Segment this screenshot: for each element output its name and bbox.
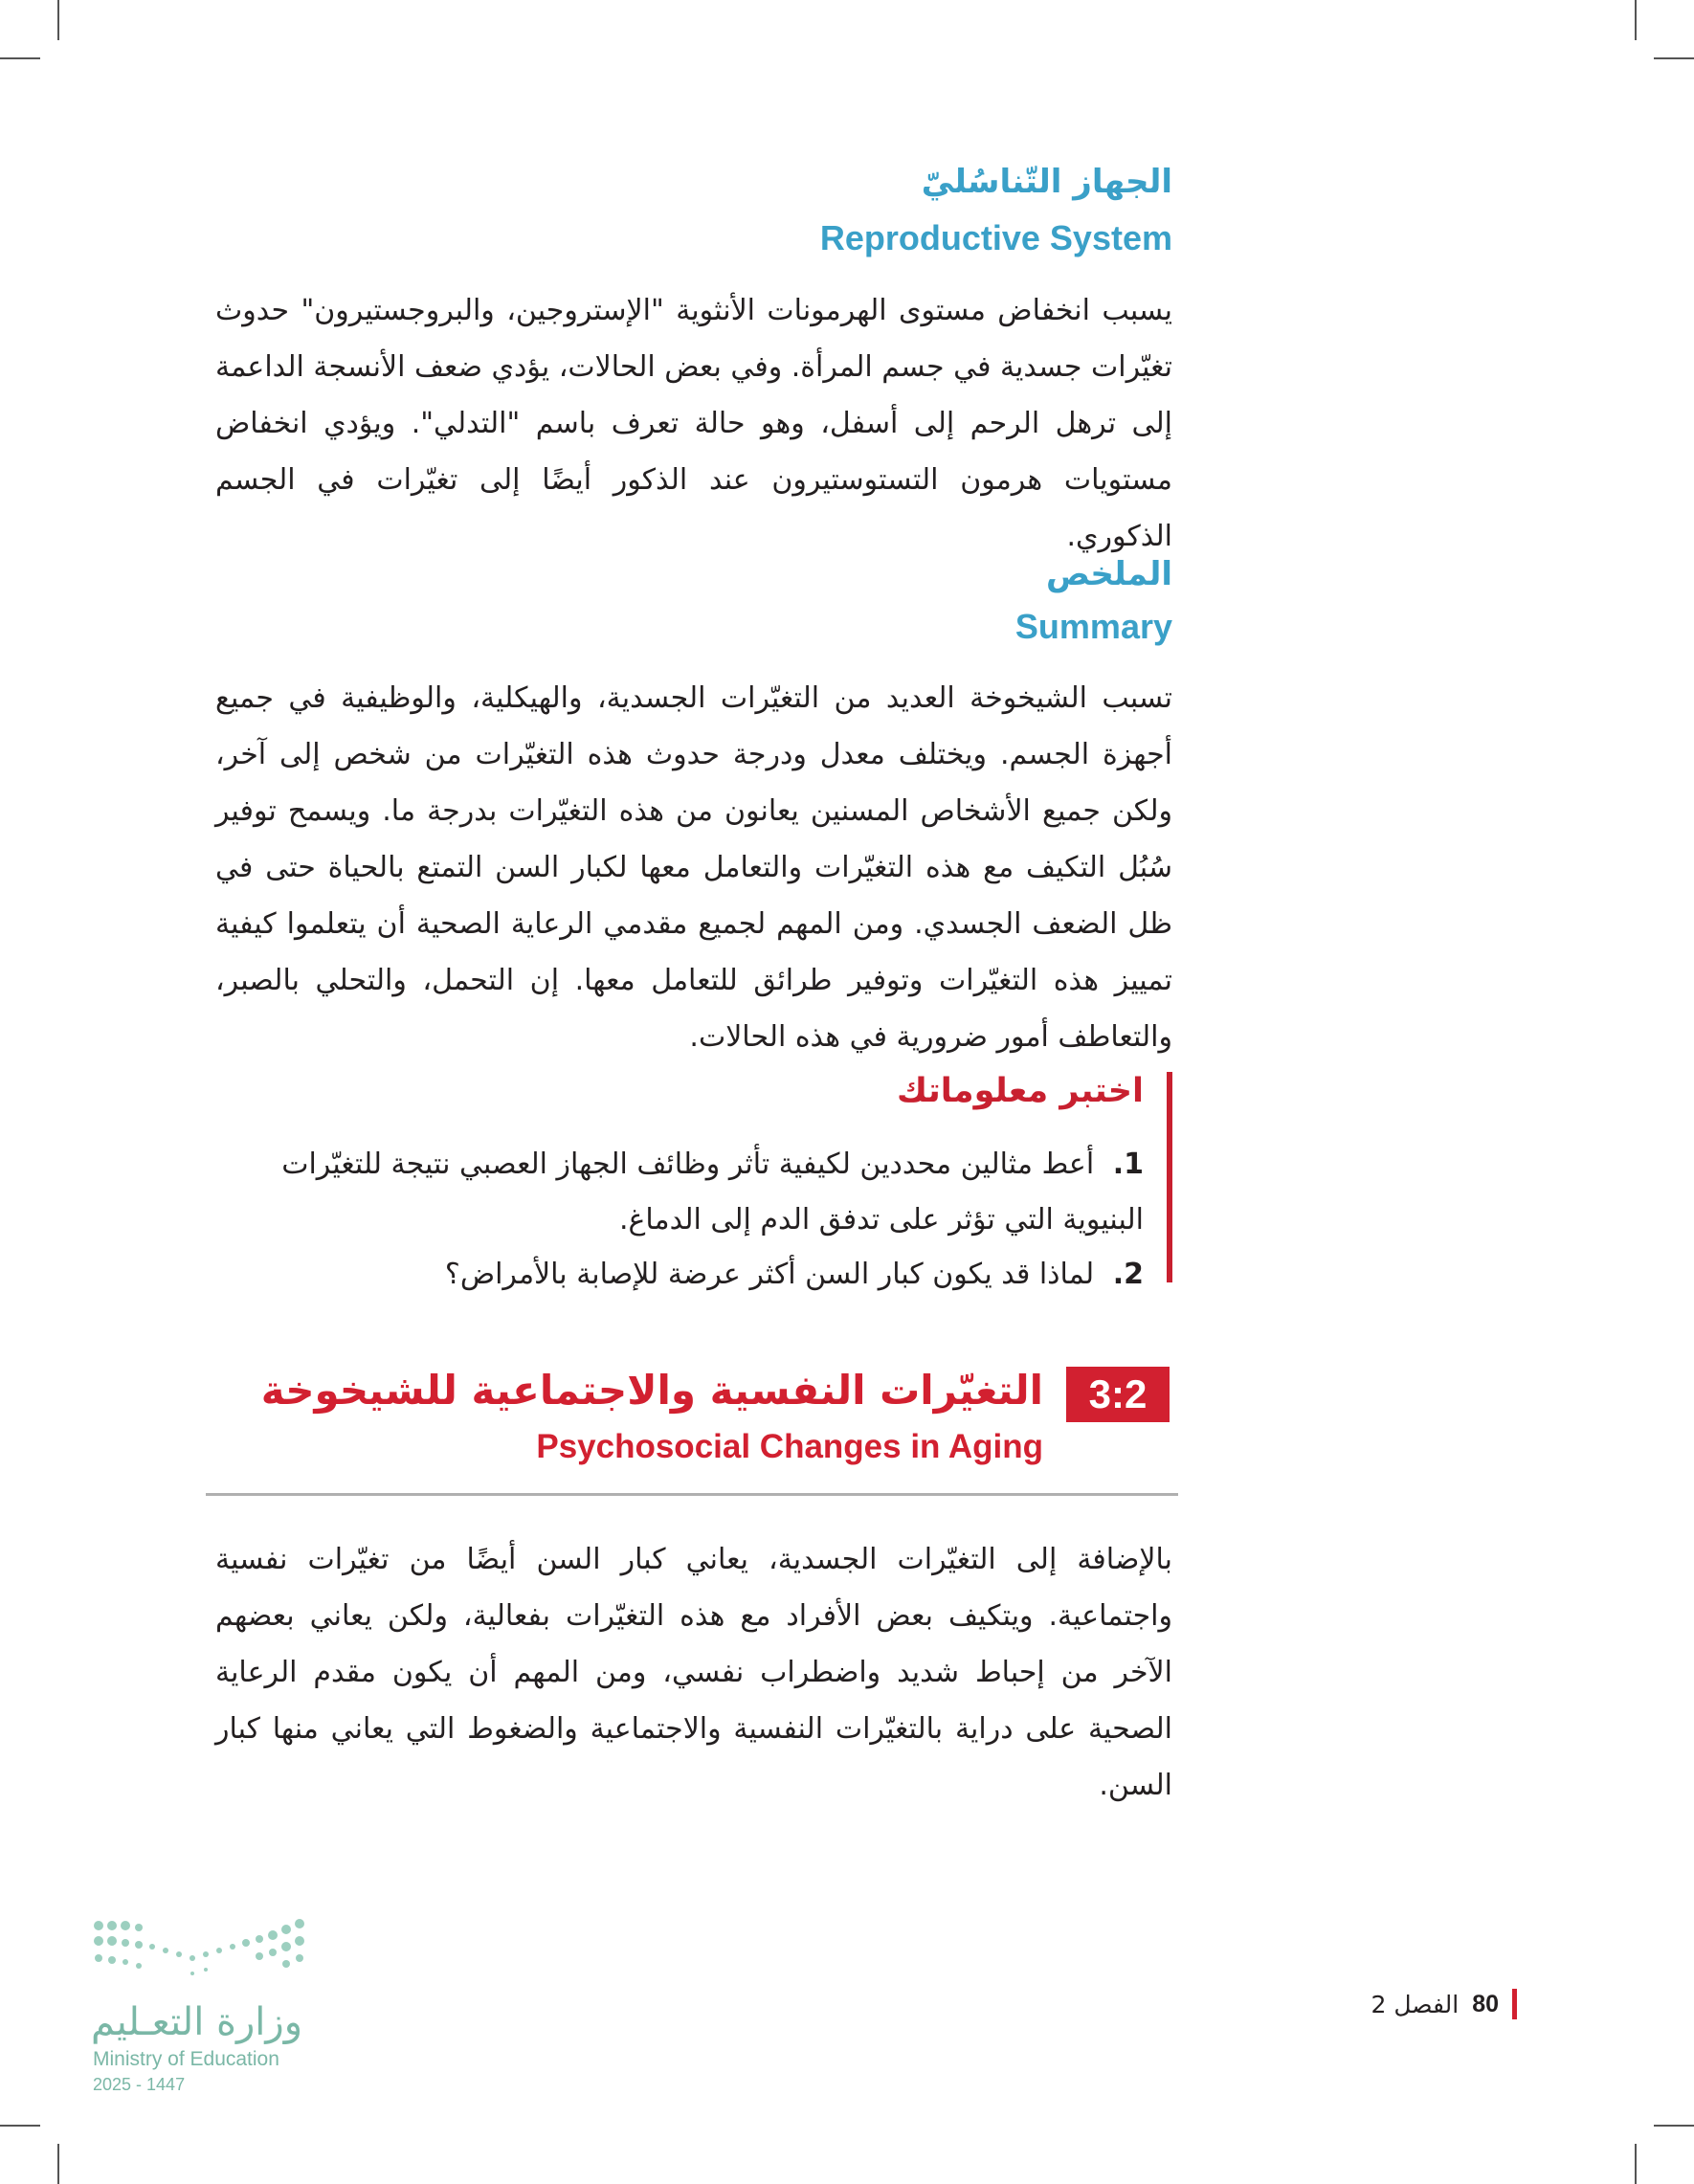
- quiz-accent-bar: [1167, 1072, 1172, 1282]
- summary-body: [215, 670, 1172, 1065]
- section-title-ar: التغيّرات النفسية والاجتماعية للشيخوخة: [260, 1367, 1043, 1414]
- crop-mark: [1654, 2125, 1694, 2127]
- section-title-en: Psychosocial Changes in Aging: [536, 1428, 1043, 1465]
- chapter-label: الفصل 2: [1371, 1990, 1460, 2018]
- crop-mark: [0, 2125, 40, 2127]
- summary-paragraph: تسبب الشيخوخة العديد من التغيّرات الجسدية، والهيكلية، والوظيفية في جميع أجهزة الجسم. ويختلف معدل ودرجة حدوث هذه التغيّرات من شخص إلى آخر، ولكن جميع الأشخاص المسنين يعانون من هذه التغيّرات بدرجة ما. ويسمح توفير سُبُل التكيف مع هذه التغيّرات والتعامل معها لكبار السن التمتع بالحياة حتى في ظل الضعف الجسدي. ومن المهم لجميع مقدمي الرعاية الصحية أن يتعلموا كيفية تمييز هذه التغيّرات وتوفير طرائق للتعامل معها. إن التحمل، والتحلي بالصبر، والتعاطف أمور ضرورية في هذه الحالات.: [215, 681, 1172, 1054]
- ministry-name-en: Ministry of Education: [93, 2048, 279, 2070]
- footer-divider: [1512, 1989, 1517, 2019]
- quiz-title: اختبر معلوماتك: [897, 1072, 1144, 1110]
- ministry-year: 2025 - 1447: [93, 2075, 186, 2094]
- ministry-name-ar: وزارة التعـليم: [91, 2000, 303, 2044]
- summary-title-ar: الملخص: [1046, 555, 1172, 593]
- section-number-badge: 3:2: [1066, 1367, 1170, 1422]
- reproductive-paragraph: يسبب انخفاض مستوى الهرمونات الأنثوية "الإستروجين، والبروجستيرون" حدوث تغيّرات جسدية في جسم المرأة. وفي بعض الحالات، يؤدي ضعف الأنسجة الداعمة إلى ترهل الرحم إلى أسفل، وهو حالة تعرف باسم "التدلي". ويؤدي انخفاض مستويات هرمون التستوستيرون عند الذكور أيضًا إلى تغيّرات في الجسم الذكوري.: [215, 294, 1172, 553]
- page-number: 80: [1472, 1990, 1499, 2017]
- reproductive-title-en: Reproductive System: [819, 218, 1172, 257]
- section-paragraph: بالإضافة إلى التغيّرات الجسدية، يعاني كبار السن أيضًا من تغيّرات نفسية واجتماعية. ويتكيف بعض الأفراد مع هذه التغيّرات بفعالية، ولكن يعاني بعضهم الآخر من إحباط شديد واضطراب نفسي، ومن المهم أن يكون مقدم الرعاية الصحية على دراية بالتغيّرات النفسية والاجتماعية والضغوط التي يعاني منها كبار السن.: [215, 1543, 1172, 1802]
- quiz-item-text: لماذا قد يكون كبار السن أكثر عرضة للإصابة بالأمراض؟: [444, 1258, 1095, 1291]
- quiz-item: [244, 1137, 1144, 1248]
- crop-mark: [57, 0, 59, 40]
- quiz-item-number: 1.: [1112, 1148, 1144, 1181]
- quiz-box: [215, 1072, 1172, 1291]
- crop-mark: [0, 57, 40, 59]
- page-footer: [1371, 1989, 1518, 2019]
- crop-mark: [1635, 0, 1637, 40]
- quiz-item-text: أعط مثالين محددين لكيفية تأثر وظائف الجهاز العصبي نتيجة للتغيّرات البنيوية التي تؤثر على تدفق الدم إلى الدماغ.: [281, 1148, 1144, 1237]
- summary-title-en: Summary: [1014, 607, 1172, 646]
- crop-mark: [1654, 57, 1694, 59]
- quiz-item: [244, 1256, 1144, 1294]
- crop-mark: [1635, 2144, 1637, 2184]
- ministry-logo-icon: [91, 1916, 311, 1988]
- quiz-item-number: 2.: [1112, 1258, 1144, 1291]
- section-divider: [206, 1493, 1178, 1496]
- reproductive-body: [215, 282, 1172, 565]
- crop-mark: [57, 2144, 59, 2184]
- reproductive-title-ar: الجهاز التّناسُليّ: [921, 163, 1172, 201]
- section-body: [215, 1531, 1172, 1814]
